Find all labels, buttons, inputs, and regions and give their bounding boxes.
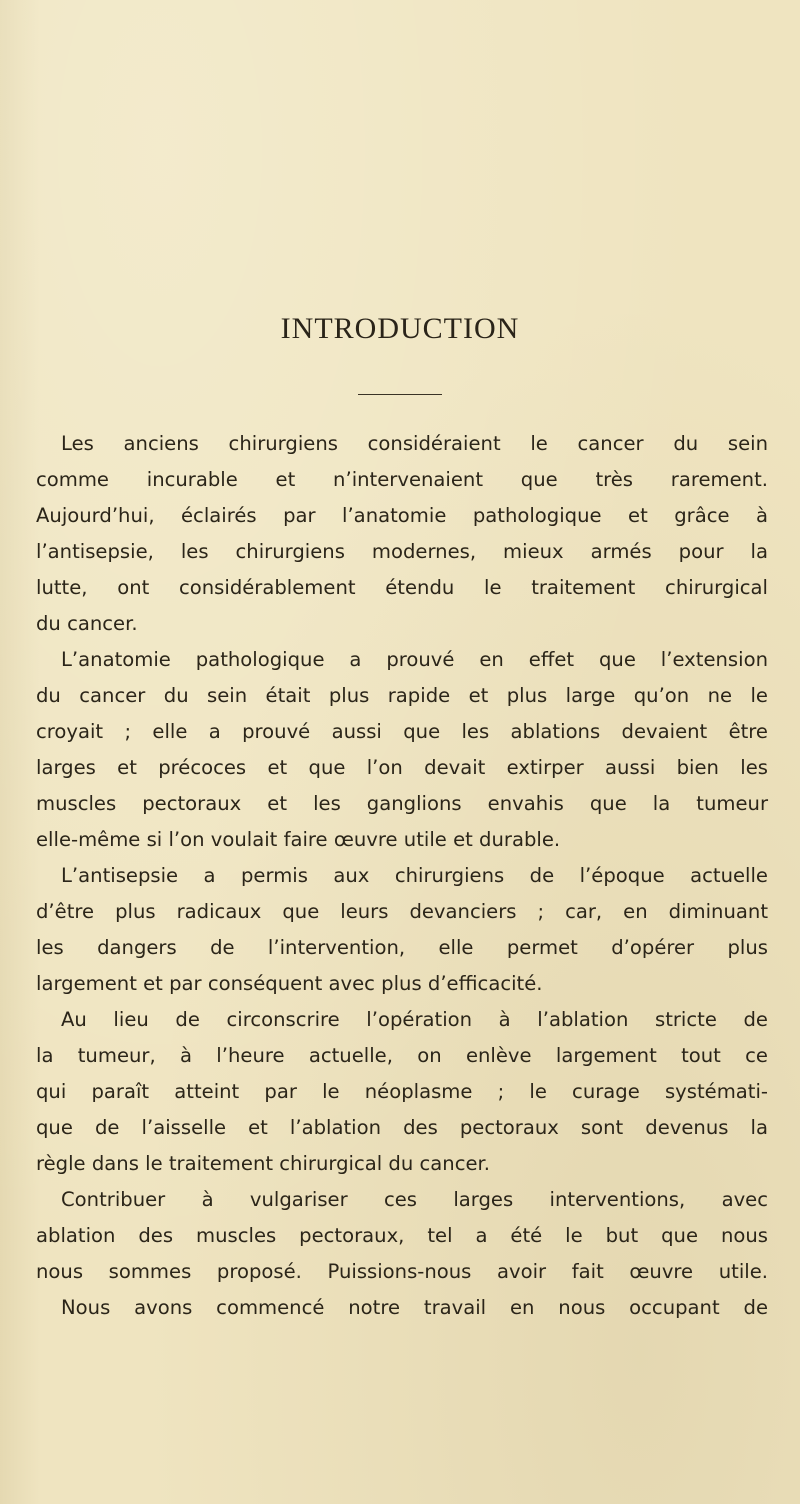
page-title: INTRODUCTION	[280, 312, 520, 345]
text-line: que de l’aisselle et l’ablation des pectoraux sont devenus la	[36, 1116, 768, 1139]
text-line: L’anatomie pathologique a prouvé en effet que l’extension	[61, 648, 768, 671]
text-line: lutte, ont considérablement étendu le traitement chirurgical	[36, 576, 768, 599]
text-line: muscles pectoraux et les ganglions envahis que la tumeur	[36, 792, 768, 815]
text-line: Nous avons commencé notre travail en nous occupant de	[61, 1296, 768, 1319]
text-line: L’antisepsie a permis aux chirurgiens de l’époque actuelle	[61, 864, 768, 887]
text-line: d’être plus radicaux que leurs devanciers ; car, en diminuant	[36, 900, 768, 923]
text-line: règle dans le traitement chirurgical du cancer.	[36, 1152, 491, 1175]
text-line: les dangers de l’intervention, elle permet d’opérer plus	[36, 936, 768, 959]
body-text	[36, 426, 768, 1326]
text-line: elle-même si l’on voulait faire œuvre utile et durable.	[36, 828, 561, 851]
text-line: du cancer.	[36, 612, 138, 635]
text-line: l’antisepsie, les chirurgiens modernes, mieux armés pour la	[36, 540, 768, 563]
text-line: Contribuer à vulgariser ces larges interventions, avec	[61, 1188, 768, 1211]
text-line: largement et par conséquent avec plus d’efficacité.	[36, 972, 543, 995]
text-line: la tumeur, à l’heure actuelle, on enlève largement tout ce	[36, 1044, 768, 1067]
text-line: qui paraît atteint par le néoplasme ; le curage systémati-	[36, 1080, 768, 1103]
title-divider	[358, 394, 442, 395]
text-line: Aujourd’hui, éclairés par l’anatomie pathologique et grâce à	[36, 504, 768, 527]
text-line: croyait ; elle a prouvé aussi que les ablations devaient être	[36, 720, 768, 743]
text-line: comme incurable et n’intervenaient que très rarement.	[36, 468, 768, 491]
text-line: nous sommes proposé. Puissions-nous avoir fait œuvre utile.	[36, 1260, 768, 1283]
text-line: du cancer du sein était plus rapide et plus large qu’on ne le	[36, 684, 768, 707]
text-line: ablation des muscles pectoraux, tel a été le but que nous	[36, 1224, 768, 1247]
text-line: Les anciens chirurgiens considéraient le cancer du sein	[61, 432, 768, 455]
text-line: Au lieu de circonscrire l’opération à l’ablation stricte de	[61, 1008, 768, 1031]
text-line: larges et précoces et que l’on devait extirper aussi bien les	[36, 756, 768, 779]
